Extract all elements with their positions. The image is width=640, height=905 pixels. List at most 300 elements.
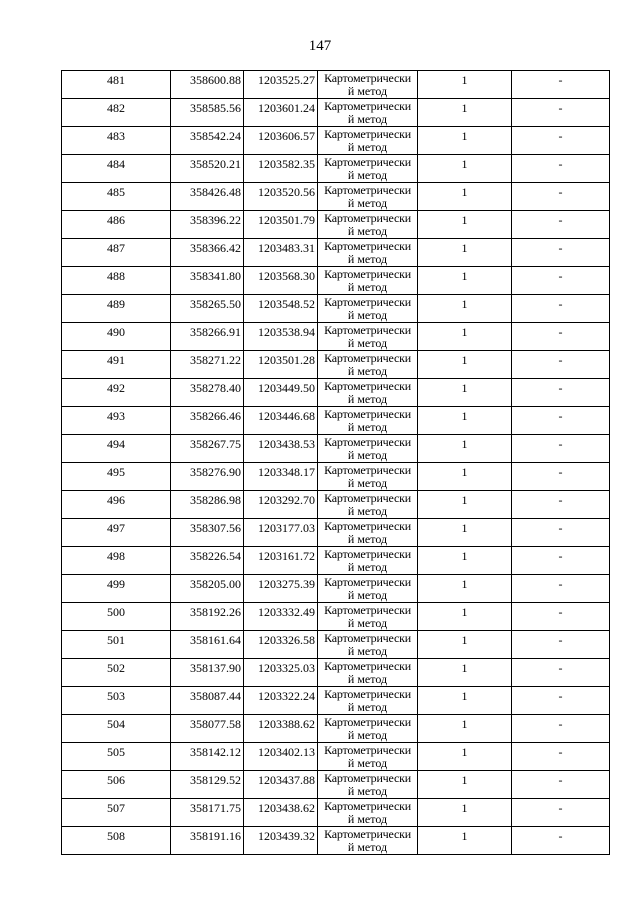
y-coordinate-text: 1203520.56 bbox=[258, 185, 315, 199]
method-text-line2: й метод bbox=[347, 840, 388, 854]
method-text-line1: Картометрически bbox=[324, 71, 411, 85]
x-coordinate-text: 358266.91 bbox=[190, 325, 241, 339]
method-cell bbox=[318, 127, 418, 155]
point-number-cell bbox=[62, 407, 171, 435]
point-number-text: 481 bbox=[107, 73, 125, 87]
note-cell bbox=[512, 155, 610, 183]
accuracy-text: 1 bbox=[461, 521, 468, 535]
note-cell bbox=[512, 631, 610, 659]
note-text: - bbox=[558, 717, 563, 731]
method-text-line2: й метод bbox=[347, 196, 388, 210]
point-number-text: 483 bbox=[107, 129, 125, 143]
note-cell bbox=[512, 323, 610, 351]
table-row bbox=[62, 183, 610, 211]
x-coordinate-cell bbox=[171, 463, 244, 491]
method-cell bbox=[318, 799, 418, 827]
accuracy-text: 1 bbox=[461, 129, 468, 143]
point-number-text: 497 bbox=[107, 521, 125, 535]
page-number: 147 bbox=[308, 38, 332, 54]
table-body bbox=[62, 71, 610, 855]
method-cell bbox=[318, 519, 418, 547]
accuracy-cell bbox=[418, 99, 512, 127]
method-text-line1: Картометрически bbox=[324, 295, 411, 309]
accuracy-text: 1 bbox=[461, 381, 468, 395]
y-coordinate-text: 1203446.68 bbox=[258, 409, 315, 423]
method-text-line2: й метод bbox=[347, 392, 388, 406]
x-coordinate-text: 358542.24 bbox=[190, 129, 241, 143]
x-coordinate-cell bbox=[171, 211, 244, 239]
note-text: - bbox=[558, 549, 563, 563]
accuracy-cell bbox=[418, 715, 512, 743]
accuracy-text: 1 bbox=[461, 241, 468, 255]
note-text: - bbox=[558, 633, 563, 647]
x-coordinate-cell bbox=[171, 71, 244, 99]
method-text-line1: Картометрически bbox=[324, 575, 411, 589]
method-cell bbox=[318, 743, 418, 771]
x-coordinate-text: 358161.64 bbox=[190, 633, 241, 647]
x-coordinate-cell bbox=[171, 547, 244, 575]
table-row bbox=[62, 295, 610, 323]
method-text-line2: й метод bbox=[347, 308, 388, 322]
accuracy-cell bbox=[418, 351, 512, 379]
note-text: - bbox=[558, 129, 563, 143]
note-text: - bbox=[558, 185, 563, 199]
table-row bbox=[62, 379, 610, 407]
table-row bbox=[62, 99, 610, 127]
accuracy-text: 1 bbox=[461, 297, 468, 311]
x-coordinate-text: 358087.44 bbox=[190, 689, 241, 703]
method-text-line2: й метод bbox=[347, 112, 388, 126]
x-coordinate-cell bbox=[171, 799, 244, 827]
point-number-cell bbox=[62, 267, 171, 295]
y-coordinate-text: 1203325.03 bbox=[258, 661, 315, 675]
table-row bbox=[62, 71, 610, 99]
point-number-text: 496 bbox=[107, 493, 125, 507]
point-number-cell bbox=[62, 183, 171, 211]
x-coordinate-text: 358226.54 bbox=[190, 549, 241, 563]
x-coordinate-cell bbox=[171, 519, 244, 547]
table-row bbox=[62, 547, 610, 575]
point-number-cell bbox=[62, 239, 171, 267]
y-coordinate-cell bbox=[244, 827, 318, 855]
x-coordinate-text: 358341.80 bbox=[190, 269, 241, 283]
x-coordinate-cell bbox=[171, 435, 244, 463]
accuracy-text: 1 bbox=[461, 829, 468, 843]
note-cell bbox=[512, 799, 610, 827]
method-text-line1: Картометрически bbox=[324, 183, 411, 197]
y-coordinate-text: 1203292.70 bbox=[258, 493, 315, 507]
y-coordinate-cell bbox=[244, 295, 318, 323]
method-cell bbox=[318, 99, 418, 127]
x-coordinate-cell bbox=[171, 155, 244, 183]
point-number-cell bbox=[62, 743, 171, 771]
note-cell bbox=[512, 603, 610, 631]
note-text: - bbox=[558, 325, 563, 339]
method-cell bbox=[318, 491, 418, 519]
x-coordinate-text: 358520.21 bbox=[190, 157, 241, 171]
x-coordinate-cell bbox=[171, 267, 244, 295]
table-row bbox=[62, 799, 610, 827]
accuracy-text: 1 bbox=[461, 437, 468, 451]
y-coordinate-text: 1203402.13 bbox=[258, 745, 315, 759]
y-coordinate-cell bbox=[244, 407, 318, 435]
table-row bbox=[62, 715, 610, 743]
accuracy-cell bbox=[418, 771, 512, 799]
point-number-cell bbox=[62, 547, 171, 575]
point-number-cell bbox=[62, 687, 171, 715]
method-text-line2: й метод bbox=[347, 784, 388, 798]
accuracy-cell bbox=[418, 435, 512, 463]
table-row bbox=[62, 407, 610, 435]
point-number-text: 492 bbox=[107, 381, 125, 395]
accuracy-text: 1 bbox=[461, 745, 468, 759]
x-coordinate-text: 358205.00 bbox=[190, 577, 241, 591]
y-coordinate-text: 1203177.03 bbox=[258, 521, 315, 535]
point-number-cell bbox=[62, 491, 171, 519]
table-row bbox=[62, 659, 610, 687]
note-text: - bbox=[558, 465, 563, 479]
point-number-text: 508 bbox=[107, 829, 125, 843]
table-row bbox=[62, 743, 610, 771]
method-text-line1: Картометрически bbox=[324, 435, 411, 449]
note-text: - bbox=[558, 381, 563, 395]
method-text-line1: Картометрически bbox=[324, 771, 411, 785]
method-text-line1: Картометрически bbox=[324, 603, 411, 617]
method-cell bbox=[318, 267, 418, 295]
y-coordinate-cell bbox=[244, 323, 318, 351]
y-coordinate-cell bbox=[244, 519, 318, 547]
method-text-line2: й метод bbox=[347, 280, 388, 294]
note-cell bbox=[512, 407, 610, 435]
y-coordinate-cell bbox=[244, 211, 318, 239]
table-row bbox=[62, 127, 610, 155]
method-text-line1: Картометрически bbox=[324, 323, 411, 337]
x-coordinate-cell bbox=[171, 99, 244, 127]
point-number-cell bbox=[62, 71, 171, 99]
x-coordinate-cell bbox=[171, 687, 244, 715]
method-cell bbox=[318, 547, 418, 575]
x-coordinate-text: 358137.90 bbox=[190, 661, 241, 675]
accuracy-text: 1 bbox=[461, 325, 468, 339]
x-coordinate-text: 358265.50 bbox=[190, 297, 241, 311]
accuracy-text: 1 bbox=[461, 493, 468, 507]
method-text-line1: Картометрически bbox=[324, 491, 411, 505]
method-cell bbox=[318, 463, 418, 491]
y-coordinate-text: 1203582.35 bbox=[258, 157, 315, 171]
accuracy-text: 1 bbox=[461, 577, 468, 591]
point-number-cell bbox=[62, 827, 171, 855]
accuracy-text: 1 bbox=[461, 717, 468, 731]
accuracy-text: 1 bbox=[461, 773, 468, 787]
y-coordinate-text: 1203525.27 bbox=[258, 73, 315, 87]
x-coordinate-text: 358191.16 bbox=[190, 829, 241, 843]
method-text-line2: й метод bbox=[347, 252, 388, 266]
y-coordinate-text: 1203538.94 bbox=[258, 325, 315, 339]
point-number-text: 506 bbox=[107, 773, 125, 787]
note-text: - bbox=[558, 241, 563, 255]
point-number-text: 504 bbox=[107, 717, 125, 731]
note-text: - bbox=[558, 437, 563, 451]
x-coordinate-cell bbox=[171, 407, 244, 435]
method-cell bbox=[318, 155, 418, 183]
method-text-line1: Картометрически bbox=[324, 463, 411, 477]
point-number-text: 505 bbox=[107, 745, 125, 759]
x-coordinate-text: 358585.56 bbox=[190, 101, 241, 115]
method-text-line2: й метод bbox=[347, 812, 388, 826]
point-number-cell bbox=[62, 771, 171, 799]
note-cell bbox=[512, 267, 610, 295]
accuracy-text: 1 bbox=[461, 213, 468, 227]
note-cell bbox=[512, 659, 610, 687]
note-cell bbox=[512, 519, 610, 547]
method-cell bbox=[318, 435, 418, 463]
note-cell bbox=[512, 435, 610, 463]
point-number-text: 502 bbox=[107, 661, 125, 675]
x-coordinate-text: 358077.58 bbox=[190, 717, 241, 731]
note-text: - bbox=[558, 689, 563, 703]
point-number-text: 489 bbox=[107, 297, 125, 311]
note-cell bbox=[512, 71, 610, 99]
x-coordinate-cell bbox=[171, 295, 244, 323]
method-cell bbox=[318, 295, 418, 323]
note-text: - bbox=[558, 773, 563, 787]
note-cell bbox=[512, 715, 610, 743]
y-coordinate-cell bbox=[244, 631, 318, 659]
y-coordinate-text: 1203322.24 bbox=[258, 689, 315, 703]
accuracy-text: 1 bbox=[461, 605, 468, 619]
y-coordinate-cell bbox=[244, 659, 318, 687]
method-text-line1: Картометрически bbox=[324, 631, 411, 645]
accuracy-cell bbox=[418, 743, 512, 771]
accuracy-text: 1 bbox=[461, 633, 468, 647]
accuracy-cell bbox=[418, 659, 512, 687]
method-cell bbox=[318, 183, 418, 211]
method-text-line2: й метод bbox=[347, 168, 388, 182]
y-coordinate-cell bbox=[244, 715, 318, 743]
x-coordinate-text: 358267.75 bbox=[190, 437, 241, 451]
method-cell bbox=[318, 659, 418, 687]
point-number-text: 500 bbox=[107, 605, 125, 619]
point-number-text: 490 bbox=[107, 325, 125, 339]
table-row bbox=[62, 519, 610, 547]
accuracy-cell bbox=[418, 211, 512, 239]
y-coordinate-text: 1203437.88 bbox=[258, 773, 315, 787]
x-coordinate-text: 358307.56 bbox=[190, 521, 241, 535]
accuracy-text: 1 bbox=[461, 801, 468, 815]
x-coordinate-text: 358286.98 bbox=[190, 493, 241, 507]
table-row bbox=[62, 575, 610, 603]
accuracy-text: 1 bbox=[461, 689, 468, 703]
accuracy-cell bbox=[418, 239, 512, 267]
method-text-line2: й метод bbox=[347, 420, 388, 434]
point-number-cell bbox=[62, 435, 171, 463]
y-coordinate-text: 1203568.30 bbox=[258, 269, 315, 283]
method-text-line1: Картометрически bbox=[324, 379, 411, 393]
coordinates-table bbox=[61, 70, 610, 855]
point-number-cell bbox=[62, 463, 171, 491]
x-coordinate-text: 358278.40 bbox=[190, 381, 241, 395]
point-number-text: 484 bbox=[107, 157, 125, 171]
note-cell bbox=[512, 491, 610, 519]
note-cell bbox=[512, 771, 610, 799]
method-text-line1: Картометрически bbox=[324, 239, 411, 253]
accuracy-text: 1 bbox=[461, 409, 468, 423]
point-number-cell bbox=[62, 99, 171, 127]
note-text: - bbox=[558, 409, 563, 423]
note-text: - bbox=[558, 829, 563, 843]
accuracy-cell bbox=[418, 491, 512, 519]
method-cell bbox=[318, 771, 418, 799]
point-number-cell bbox=[62, 323, 171, 351]
accuracy-text: 1 bbox=[461, 549, 468, 563]
point-number-text: 482 bbox=[107, 101, 125, 115]
method-cell bbox=[318, 603, 418, 631]
method-text-line1: Картометрически bbox=[324, 827, 411, 841]
y-coordinate-cell bbox=[244, 575, 318, 603]
table-row bbox=[62, 239, 610, 267]
method-cell bbox=[318, 687, 418, 715]
method-text-line2: й метод bbox=[347, 672, 388, 686]
accuracy-cell bbox=[418, 183, 512, 211]
note-cell bbox=[512, 547, 610, 575]
method-text-line2: й метод bbox=[347, 560, 388, 574]
note-text: - bbox=[558, 605, 563, 619]
y-coordinate-cell bbox=[244, 71, 318, 99]
y-coordinate-text: 1203501.28 bbox=[258, 353, 315, 367]
method-cell bbox=[318, 631, 418, 659]
y-coordinate-text: 1203348.17 bbox=[258, 465, 315, 479]
note-text: - bbox=[558, 521, 563, 535]
method-text-line2: й метод bbox=[347, 364, 388, 378]
y-coordinate-cell bbox=[244, 351, 318, 379]
point-number-cell bbox=[62, 351, 171, 379]
note-cell bbox=[512, 211, 610, 239]
y-coordinate-text: 1203326.58 bbox=[258, 633, 315, 647]
y-coordinate-cell bbox=[244, 435, 318, 463]
x-coordinate-cell bbox=[171, 491, 244, 519]
method-text-line2: й метод bbox=[347, 140, 388, 154]
table-row bbox=[62, 323, 610, 351]
note-cell bbox=[512, 687, 610, 715]
note-text: - bbox=[558, 73, 563, 87]
x-coordinate-cell bbox=[171, 603, 244, 631]
y-coordinate-text: 1203438.53 bbox=[258, 437, 315, 451]
note-cell bbox=[512, 99, 610, 127]
accuracy-cell bbox=[418, 267, 512, 295]
method-text-line2: й метод bbox=[347, 476, 388, 490]
accuracy-text: 1 bbox=[461, 353, 468, 367]
x-coordinate-cell bbox=[171, 351, 244, 379]
method-text-line1: Картометрически bbox=[324, 659, 411, 673]
table-row bbox=[62, 435, 610, 463]
x-coordinate-cell bbox=[171, 323, 244, 351]
note-cell bbox=[512, 743, 610, 771]
note-cell bbox=[512, 575, 610, 603]
method-cell bbox=[318, 239, 418, 267]
method-text-line1: Картометрически bbox=[324, 547, 411, 561]
table-row bbox=[62, 771, 610, 799]
point-number-text: 507 bbox=[107, 801, 125, 815]
table-row bbox=[62, 267, 610, 295]
method-text-line1: Картометрически bbox=[324, 799, 411, 813]
accuracy-cell bbox=[418, 799, 512, 827]
note-cell bbox=[512, 463, 610, 491]
method-text-line2: й метод bbox=[347, 616, 388, 630]
note-text: - bbox=[558, 577, 563, 591]
note-cell bbox=[512, 379, 610, 407]
note-text: - bbox=[558, 101, 563, 115]
point-number-text: 491 bbox=[107, 353, 125, 367]
note-cell bbox=[512, 827, 610, 855]
x-coordinate-cell bbox=[171, 715, 244, 743]
y-coordinate-cell bbox=[244, 379, 318, 407]
point-number-text: 498 bbox=[107, 549, 125, 563]
table-row bbox=[62, 491, 610, 519]
point-number-cell bbox=[62, 295, 171, 323]
accuracy-cell bbox=[418, 155, 512, 183]
method-cell bbox=[318, 407, 418, 435]
point-number-text: 503 bbox=[107, 689, 125, 703]
accuracy-cell bbox=[418, 547, 512, 575]
accuracy-cell bbox=[418, 463, 512, 491]
point-number-text: 499 bbox=[107, 577, 125, 591]
accuracy-cell bbox=[418, 827, 512, 855]
method-cell bbox=[318, 351, 418, 379]
y-coordinate-cell bbox=[244, 155, 318, 183]
accuracy-cell bbox=[418, 127, 512, 155]
method-cell bbox=[318, 575, 418, 603]
method-text-line2: й метод bbox=[347, 224, 388, 238]
x-coordinate-cell bbox=[171, 743, 244, 771]
y-coordinate-cell bbox=[244, 799, 318, 827]
note-text: - bbox=[558, 801, 563, 815]
y-coordinate-cell bbox=[244, 267, 318, 295]
point-number-text: 501 bbox=[107, 633, 125, 647]
method-cell bbox=[318, 71, 418, 99]
x-coordinate-cell bbox=[171, 575, 244, 603]
point-number-text: 493 bbox=[107, 409, 125, 423]
table-row bbox=[62, 827, 610, 855]
point-number-cell bbox=[62, 799, 171, 827]
method-text-line2: й метод bbox=[347, 336, 388, 350]
y-coordinate-text: 1203161.72 bbox=[258, 549, 315, 563]
point-number-cell bbox=[62, 155, 171, 183]
y-coordinate-text: 1203439.32 bbox=[258, 829, 315, 843]
accuracy-text: 1 bbox=[461, 73, 468, 87]
accuracy-text: 1 bbox=[461, 101, 468, 115]
y-coordinate-text: 1203606.57 bbox=[258, 129, 315, 143]
x-coordinate-cell bbox=[171, 827, 244, 855]
table-row bbox=[62, 155, 610, 183]
method-text-line1: Картометрически bbox=[324, 715, 411, 729]
y-coordinate-text: 1203388.62 bbox=[258, 717, 315, 731]
y-coordinate-cell bbox=[244, 603, 318, 631]
table-row bbox=[62, 631, 610, 659]
note-cell bbox=[512, 239, 610, 267]
x-coordinate-cell bbox=[171, 183, 244, 211]
x-coordinate-text: 358129.52 bbox=[190, 773, 241, 787]
x-coordinate-text: 358266.46 bbox=[190, 409, 241, 423]
y-coordinate-cell bbox=[244, 463, 318, 491]
x-coordinate-cell bbox=[171, 659, 244, 687]
y-coordinate-text: 1203483.31 bbox=[258, 241, 315, 255]
method-text-line1: Картометрически bbox=[324, 211, 411, 225]
x-coordinate-text: 358192.26 bbox=[190, 605, 241, 619]
method-text-line2: й метод bbox=[347, 532, 388, 546]
accuracy-cell bbox=[418, 71, 512, 99]
point-number-cell bbox=[62, 659, 171, 687]
x-coordinate-cell bbox=[171, 239, 244, 267]
